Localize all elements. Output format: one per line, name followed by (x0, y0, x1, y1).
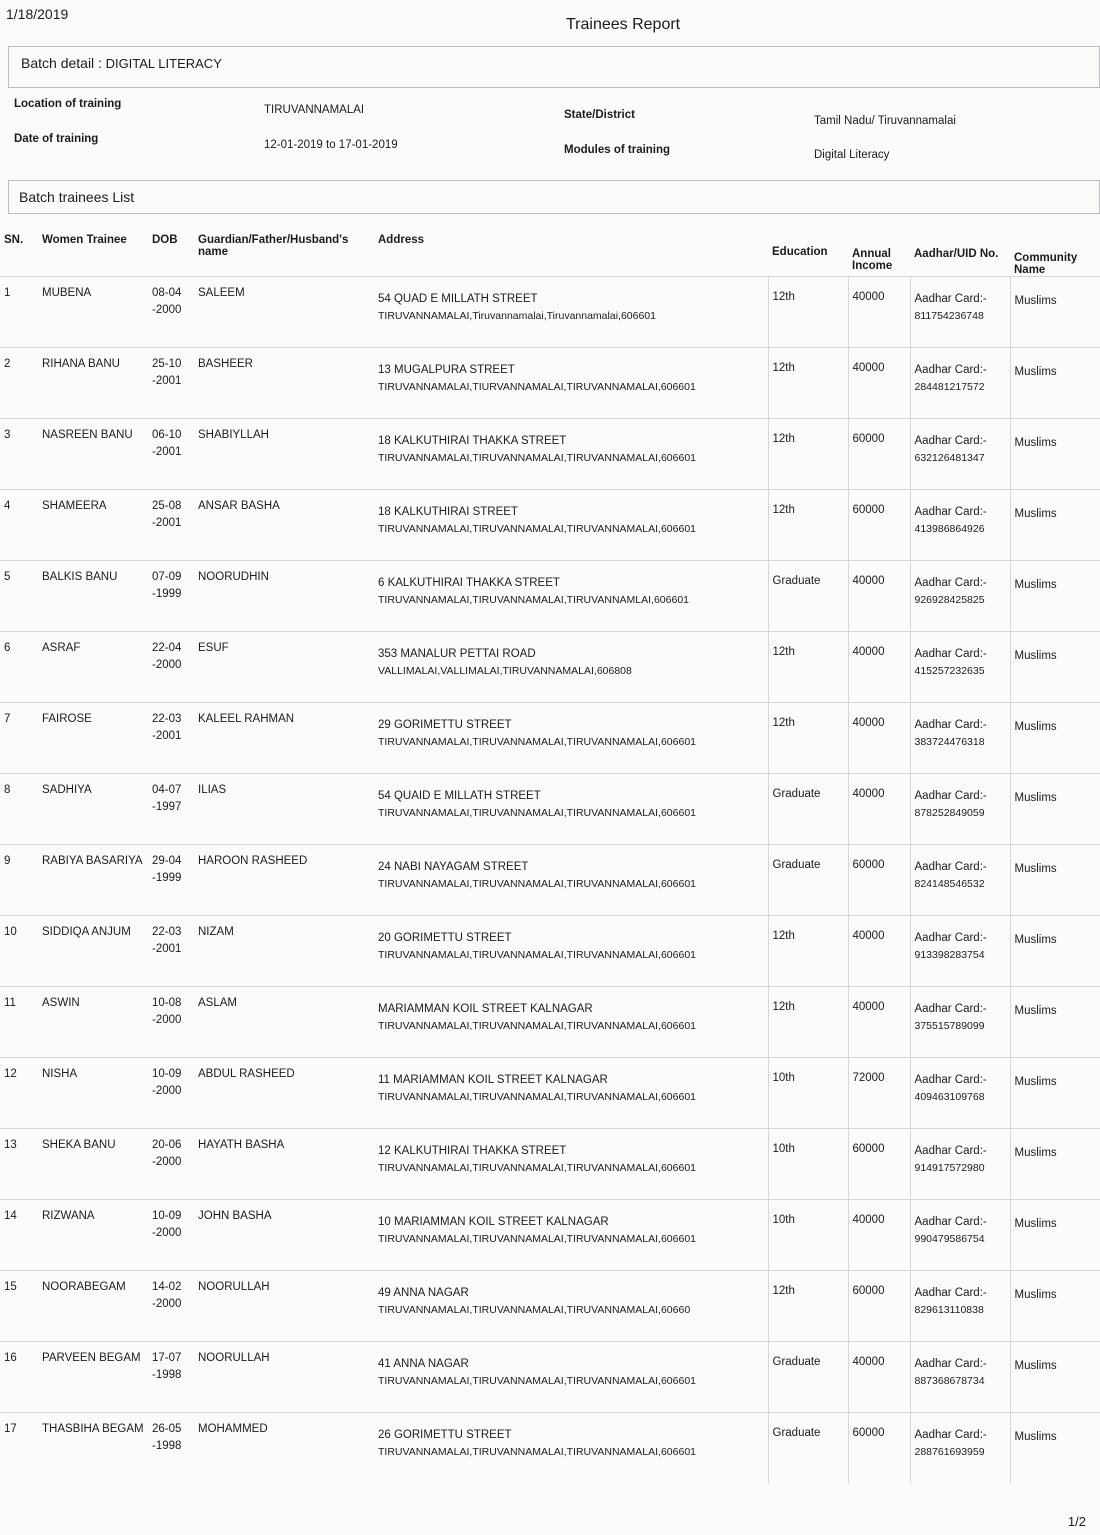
cell-sn: 8 (0, 774, 38, 845)
cell-guardian: HAYATH BASHA (194, 1129, 374, 1200)
address-line-2: TIRUVANNAMALAI,TIRUVANNAMALAI,TIRUVANNAMALAI,606601 (378, 807, 696, 819)
address-line-1: 49 ANNA NAGAR (378, 1287, 469, 1299)
address-line-2: TIRUVANNAMALAI,TIRUVANNAMALAI,TIRUVANNAMALAI,606601 (378, 1446, 696, 1458)
cell-income: 40000 (848, 987, 910, 1058)
cell-education: 10th (768, 1058, 848, 1129)
table-row (0, 277, 1100, 348)
cell-aadhar (910, 1058, 1010, 1129)
address-line-2: TIRUVANNAMALAI,TIRUVANNAMALAI,TIRUVANNAMALAI,60660 (378, 1304, 691, 1316)
date-value: 12-01-2019 to 17-01-2019 (264, 139, 398, 151)
cell-education: 12th (768, 490, 848, 561)
cell-address (374, 1413, 768, 1484)
aadhar-number: 829613110838 (914, 1304, 984, 1316)
address-line-1: 10 MARIAMMAN KOIL STREET KALNAGAR (378, 1216, 609, 1228)
aadhar-number: 914917572980 (914, 1162, 985, 1174)
cell-dob (148, 774, 194, 845)
cell-address (374, 561, 768, 632)
batch-detail-box (8, 46, 1100, 88)
col-guardian: Guardian/Father/Husband's name (198, 234, 349, 258)
table-header-row (0, 226, 1100, 277)
cell-address (374, 916, 768, 987)
col-address: Address (378, 234, 425, 246)
aadhar-label: Aadhar Card:- (914, 932, 987, 944)
cell-education: 12th (768, 632, 848, 703)
table-row (0, 1129, 1100, 1200)
address-line-1: 20 GORIMETTU STREET (378, 932, 512, 944)
cell-address (374, 1058, 768, 1129)
dob-value: 08-​04-​2000 (152, 287, 182, 316)
cell-address (374, 1200, 768, 1271)
dob-value: 17-​07-​1998 (152, 1352, 182, 1381)
aadhar-number: 913398283754 (914, 949, 985, 961)
state-label: State/District (564, 109, 635, 121)
aadhar-number: 288761693959 (914, 1446, 985, 1458)
cell-income: 60000 (848, 845, 910, 916)
col-trainee: Women Trainee (42, 234, 127, 246)
cell-sn: 12 (0, 1058, 38, 1129)
address-line-2: TIRUVANNAMALAI,TIURVANNAMALAI,TIRUVANNAMALAI,606601 (378, 381, 696, 393)
cell-community: Muslims (1010, 419, 1100, 490)
aadhar-label: Aadhar Card:- (914, 1429, 987, 1441)
aadhar-number: 824148546532 (914, 878, 985, 890)
cell-aadhar (910, 1413, 1010, 1484)
aadhar-label: Aadhar Card:- (914, 1358, 987, 1370)
table-row (0, 419, 1100, 490)
dob-value: 25-​08-​2001 (152, 500, 182, 529)
cell-income: 60000 (848, 490, 910, 561)
cell-trainee-name: NOORABEGAM (38, 1271, 148, 1342)
cell-sn: 10 (0, 916, 38, 987)
col-aadhar: Aadhar/UID No. (914, 248, 999, 260)
address-line-2: TIRUVANNAMALAI,TIRUVANNAMALAI,TIRUVANNAMALAI,606601 (378, 1162, 696, 1174)
trainees-list-header: Batch trainees List (8, 180, 1100, 214)
table-row (0, 987, 1100, 1058)
aadhar-label: Aadhar Card:- (914, 1003, 987, 1015)
address-line-1: 18 KALKUTHIRAI THAKKA STREET (378, 435, 567, 447)
dob-value: 22-​04-​2000 (152, 642, 182, 671)
cell-sn: 17 (0, 1413, 38, 1484)
cell-dob (148, 703, 194, 774)
cell-income: 60000 (848, 1271, 910, 1342)
cell-dob (148, 632, 194, 703)
cell-education: 12th (768, 703, 848, 774)
dob-value: 25-​10-​2001 (152, 358, 182, 387)
cell-income: 60000 (848, 419, 910, 490)
aadhar-number: 990479586754 (914, 1233, 985, 1245)
dob-value: 07-​09-​1999 (152, 571, 182, 600)
cell-guardian: KALEEL RAHMAN (194, 703, 374, 774)
cell-sn: 13 (0, 1129, 38, 1200)
aadhar-label: Aadhar Card:- (914, 1145, 987, 1157)
cell-guardian: NOORULLAH (194, 1271, 374, 1342)
aadhar-label: Aadhar Card:- (914, 577, 987, 589)
cell-aadhar (910, 845, 1010, 916)
cell-education: 12th (768, 916, 848, 987)
address-line-1: 353 MANALUR PETTAI ROAD (378, 648, 536, 660)
cell-sn: 14 (0, 1200, 38, 1271)
cell-aadhar (910, 632, 1010, 703)
address-line-1: 11 MARIAMMAN KOIL STREET KALNAGAR (378, 1074, 608, 1086)
cell-community: Muslims (1010, 1058, 1100, 1129)
address-line-2: TIRUVANNAMALAI,Tiruvannamalai,Tiruvannamalai,606601 (378, 310, 656, 322)
cell-aadhar (910, 916, 1010, 987)
cell-dob (148, 419, 194, 490)
cell-education: 12th (768, 419, 848, 490)
col-sn: SN. (4, 234, 24, 246)
cell-community: Muslims (1010, 1342, 1100, 1413)
page-number: 1/2 (1067, 1514, 1086, 1529)
batch-name: DIGITAL LITERACY (105, 56, 222, 71)
address-line-2: TIRUVANNAMALAI,TIRUVANNAMALAI,TIRUVANNAMALAI,606601 (378, 452, 696, 464)
cell-sn: 9 (0, 845, 38, 916)
aadhar-number: 926928425825 (914, 594, 985, 606)
aadhar-number: 878252849059 (914, 807, 985, 819)
cell-sn: 11 (0, 987, 38, 1058)
cell-education: 10th (768, 1200, 848, 1271)
address-line-2: TIRUVANNAMALAI,TIRUVANNAMALAI,TIRUVANNAMALAI,606601 (378, 949, 696, 961)
cell-aadhar (910, 348, 1010, 419)
cell-income: 60000 (848, 1129, 910, 1200)
address-line-2: TIRUVANNAMALAI,TIRUVANNAMALAI,TIRUVANNAMALAI,606601 (378, 1020, 696, 1032)
aadhar-label: Aadhar Card:- (914, 1216, 987, 1228)
cell-income: 40000 (848, 1200, 910, 1271)
cell-sn: 3 (0, 419, 38, 490)
cell-address (374, 419, 768, 490)
aadhar-number: 409463109768 (914, 1091, 985, 1103)
aadhar-number: 383724476318 (914, 736, 985, 748)
cell-education: 10th (768, 1129, 848, 1200)
cell-community: Muslims (1010, 1129, 1100, 1200)
cell-trainee-name: ASRAF (38, 632, 148, 703)
address-line-1: 24 NABI NAYAGAM STREET (378, 861, 529, 873)
cell-address (374, 490, 768, 561)
cell-trainee-name: SADHIYA (38, 774, 148, 845)
address-line-1: 26 GORIMETTU STREET (378, 1429, 512, 1441)
cell-income: 40000 (848, 1342, 910, 1413)
cell-dob (148, 987, 194, 1058)
address-line-1: 29 GORIMETTU STREET (378, 719, 512, 731)
cell-aadhar (910, 1342, 1010, 1413)
print-date: 1/18/2019 (6, 6, 69, 22)
cell-trainee-name: PARVEEN BEGAM (38, 1342, 148, 1413)
modules-value: Digital Literacy (814, 149, 890, 161)
aadhar-label: Aadhar Card:- (914, 435, 987, 447)
table-row (0, 490, 1100, 561)
cell-aadhar (910, 1271, 1010, 1342)
cell-address (374, 987, 768, 1058)
col-education: Education (772, 246, 828, 258)
address-line-2: TIRUVANNAMALAI,TIRUVANNAMALAI,TIRUVANNAMALAI,606601 (378, 878, 696, 890)
cell-guardian: NOORULLAH (194, 1342, 374, 1413)
cell-aadhar (910, 1129, 1010, 1200)
cell-aadhar (910, 774, 1010, 845)
aadhar-label: Aadhar Card:- (914, 364, 987, 376)
aadhar-number: 811754236748 (914, 310, 984, 322)
cell-community: Muslims (1010, 1200, 1100, 1271)
address-line-1: 12 KALKUTHIRAI THAKKA STREET (378, 1145, 567, 1157)
cell-guardian: HAROON RASHEED (194, 845, 374, 916)
cell-community: Muslims (1010, 277, 1100, 348)
table-row (0, 1342, 1100, 1413)
dob-value: 22-​03-​2001 (152, 713, 182, 742)
aadhar-number: 415257232635 (914, 665, 985, 677)
cell-guardian: SHABIYLLAH (194, 419, 374, 490)
cell-trainee-name: SHEKA BANU (38, 1129, 148, 1200)
col-dob: DOB (152, 234, 178, 246)
cell-address (374, 1129, 768, 1200)
table-row (0, 1271, 1100, 1342)
cell-income: 40000 (848, 632, 910, 703)
aadhar-label: Aadhar Card:- (914, 861, 987, 873)
cell-community: Muslims (1010, 561, 1100, 632)
address-line-2: TIRUVANNAMALAI,TIRUVANNAMALAI,TIRUVANNAMLAI,606601 (378, 594, 689, 606)
date-label: Date of training (14, 133, 99, 145)
cell-income: 40000 (848, 348, 910, 419)
cell-guardian: SALEEM (194, 277, 374, 348)
cell-sn: 15 (0, 1271, 38, 1342)
aadhar-label: Aadhar Card:- (914, 648, 987, 660)
table-row (0, 561, 1100, 632)
cell-trainee-name: NISHA (38, 1058, 148, 1129)
dob-value: 10-​08-​2000 (152, 997, 182, 1026)
cell-trainee-name: BALKIS BANU (38, 561, 148, 632)
cell-sn: 7 (0, 703, 38, 774)
cell-trainee-name: RIZWANA (38, 1200, 148, 1271)
aadhar-label: Aadhar Card:- (914, 790, 987, 802)
cell-guardian: NIZAM (194, 916, 374, 987)
cell-address (374, 348, 768, 419)
cell-aadhar (910, 277, 1010, 348)
cell-dob (148, 1342, 194, 1413)
cell-income: 40000 (848, 916, 910, 987)
cell-sn: 1 (0, 277, 38, 348)
cell-trainee-name: SIDDIQA ANJUM (38, 916, 148, 987)
address-line-1: 54 QUAD E MILLATH STREET (378, 293, 538, 305)
cell-community: Muslims (1010, 632, 1100, 703)
cell-trainee-name: RABIYA BASARIYA (38, 845, 148, 916)
dob-value: 06-​10-​2001 (152, 429, 182, 458)
cell-address (374, 1342, 768, 1413)
dob-value: 10-​09-​2000 (152, 1068, 182, 1097)
address-line-1: 54 QUAID E MILLATH STREET (378, 790, 541, 802)
cell-income: 40000 (848, 561, 910, 632)
address-line-2: TIRUVANNAMALAI,TIRUVANNAMALAI,TIRUVANNAMALAI,606601 (378, 1375, 696, 1387)
cell-community: Muslims (1010, 987, 1100, 1058)
aadhar-number: 632126481347 (914, 452, 985, 464)
cell-trainee-name: THASBIHA BEGAM (38, 1413, 148, 1484)
cell-dob (148, 490, 194, 561)
cell-community: Muslims (1010, 1413, 1100, 1484)
cell-education: 12th (768, 348, 848, 419)
aadhar-number: 887368678734 (914, 1375, 985, 1387)
cell-community: Muslims (1010, 916, 1100, 987)
cell-address (374, 1271, 768, 1342)
aadhar-number: 413986864926 (914, 523, 985, 535)
aadhar-label: Aadhar Card:- (914, 506, 987, 518)
cell-community: Muslims (1010, 1271, 1100, 1342)
cell-guardian: ASLAM (194, 987, 374, 1058)
cell-dob (148, 1413, 194, 1484)
table-row (0, 1413, 1100, 1484)
cell-address (374, 632, 768, 703)
cell-address (374, 774, 768, 845)
state-value: Tamil Nadu/ Tiruvannamalai (814, 115, 956, 127)
dob-value: 10-​09-​2000 (152, 1210, 182, 1239)
cell-guardian: ESUF (194, 632, 374, 703)
cell-community: Muslims (1010, 490, 1100, 561)
cell-sn: 2 (0, 348, 38, 419)
cell-dob (148, 1058, 194, 1129)
cell-aadhar (910, 490, 1010, 561)
cell-dob (148, 1129, 194, 1200)
aadhar-number: 375515789099 (914, 1020, 985, 1032)
table-row (0, 1200, 1100, 1271)
cell-income: 40000 (848, 774, 910, 845)
cell-trainee-name: MUBENA (38, 277, 148, 348)
aadhar-number: 284481217572 (914, 381, 985, 393)
cell-dob (148, 561, 194, 632)
cell-trainee-name: ASWIN (38, 987, 148, 1058)
cell-guardian: JOHN BASHA (194, 1200, 374, 1271)
table-row (0, 348, 1100, 419)
cell-sn: 16 (0, 1342, 38, 1413)
dob-value: 04-​07-​1997 (152, 784, 182, 813)
dob-value: 22-​03-​2001 (152, 926, 182, 955)
cell-trainee-name: FAIROSE (38, 703, 148, 774)
cell-education: Graduate (768, 845, 848, 916)
cell-dob (148, 916, 194, 987)
cell-dob (148, 845, 194, 916)
cell-aadhar (910, 703, 1010, 774)
table-row (0, 703, 1100, 774)
cell-education: 12th (768, 277, 848, 348)
cell-education: Graduate (768, 774, 848, 845)
dob-value: 14-​02-​2000 (152, 1281, 182, 1310)
cell-sn: 6 (0, 632, 38, 703)
cell-address (374, 277, 768, 348)
cell-dob (148, 1271, 194, 1342)
aadhar-label: Aadhar Card:- (914, 1287, 987, 1299)
address-line-2: TIRUVANNAMALAI,TIRUVANNAMALAI,TIRUVANNAMALAI,606601 (378, 1233, 696, 1245)
col-community: Community Name (1014, 252, 1078, 276)
table-row (0, 916, 1100, 987)
address-line-1: MARIAMMAN KOIL STREET KALNAGAR (378, 1003, 593, 1015)
cell-community: Muslims (1010, 774, 1100, 845)
cell-guardian: ANSAR BASHA (194, 490, 374, 561)
batch-detail-label: Batch detail : (21, 55, 102, 71)
cell-guardian: ABDUL RASHEED (194, 1058, 374, 1129)
location-label: Location of training (14, 98, 122, 110)
cell-sn: 5 (0, 561, 38, 632)
aadhar-label: Aadhar Card:- (914, 1074, 987, 1086)
cell-guardian: NOORUDHIN (194, 561, 374, 632)
cell-income: 40000 (848, 703, 910, 774)
cell-dob (148, 1200, 194, 1271)
cell-education: 12th (768, 1271, 848, 1342)
aadhar-label: Aadhar Card:- (914, 719, 987, 731)
cell-sn: 4 (0, 490, 38, 561)
address-line-2: TIRUVANNAMALAI,TIRUVANNAMALAI,TIRUVANNAMALAI,606601 (378, 523, 696, 535)
cell-income: 72000 (848, 1058, 910, 1129)
cell-trainee-name: NASREEN BANU (38, 419, 148, 490)
report-title: Trainees Report (566, 16, 681, 33)
col-income: Annual Income (852, 248, 893, 272)
cell-guardian: ILIAS (194, 774, 374, 845)
address-line-2: TIRUVANNAMALAI,TIRUVANNAMALAI,TIRUVANNAMALAI,606601 (378, 736, 696, 748)
cell-community: Muslims (1010, 703, 1100, 774)
trainees-table (0, 226, 1100, 1484)
cell-address (374, 845, 768, 916)
cell-guardian: BASHEER (194, 348, 374, 419)
cell-address (374, 703, 768, 774)
cell-dob (148, 348, 194, 419)
cell-trainee-name: SHAMEERA (38, 490, 148, 561)
cell-income: 40000 (848, 277, 910, 348)
address-line-1: 18 KALKUTHIRAI STREET (378, 506, 518, 518)
dob-value: 20-​06-​2000 (152, 1139, 182, 1168)
cell-aadhar (910, 1200, 1010, 1271)
cell-education: Graduate (768, 1342, 848, 1413)
address-line-1: 6 KALKUTHIRAI THAKKA STREET (378, 577, 560, 589)
cell-education: Graduate (768, 1413, 848, 1484)
cell-aadhar (910, 419, 1010, 490)
dob-value: 26-​05-​1998 (152, 1423, 182, 1452)
address-line-2: TIRUVANNAMALAI,TIRUVANNAMALAI,TIRUVANNAMALAI,606601 (378, 1091, 696, 1103)
dob-value: 29-​04-​1999 (152, 855, 182, 884)
cell-guardian: MOHAMMED (194, 1413, 374, 1484)
cell-aadhar (910, 561, 1010, 632)
cell-community: Muslims (1010, 845, 1100, 916)
table-row (0, 632, 1100, 703)
address-line-2: VALLIMALAI,VALLIMALAI,TIRUVANNAMALAI,606808 (378, 665, 632, 677)
address-line-1: 13 MUGALPURA STREET (378, 364, 515, 376)
location-value: TIRUVANNAMALAI (264, 104, 365, 116)
cell-education: 12th (768, 987, 848, 1058)
aadhar-label: Aadhar Card:- (914, 293, 987, 305)
table-row (0, 1058, 1100, 1129)
cell-education: Graduate (768, 561, 848, 632)
cell-income: 60000 (848, 1413, 910, 1484)
table-row (0, 774, 1100, 845)
cell-community: Muslims (1010, 348, 1100, 419)
cell-trainee-name: RIHANA BANU (38, 348, 148, 419)
address-line-1: 41 ANNA NAGAR (378, 1358, 469, 1370)
cell-dob (148, 277, 194, 348)
cell-aadhar (910, 987, 1010, 1058)
modules-label: Modules of training (564, 144, 671, 156)
table-row (0, 845, 1100, 916)
